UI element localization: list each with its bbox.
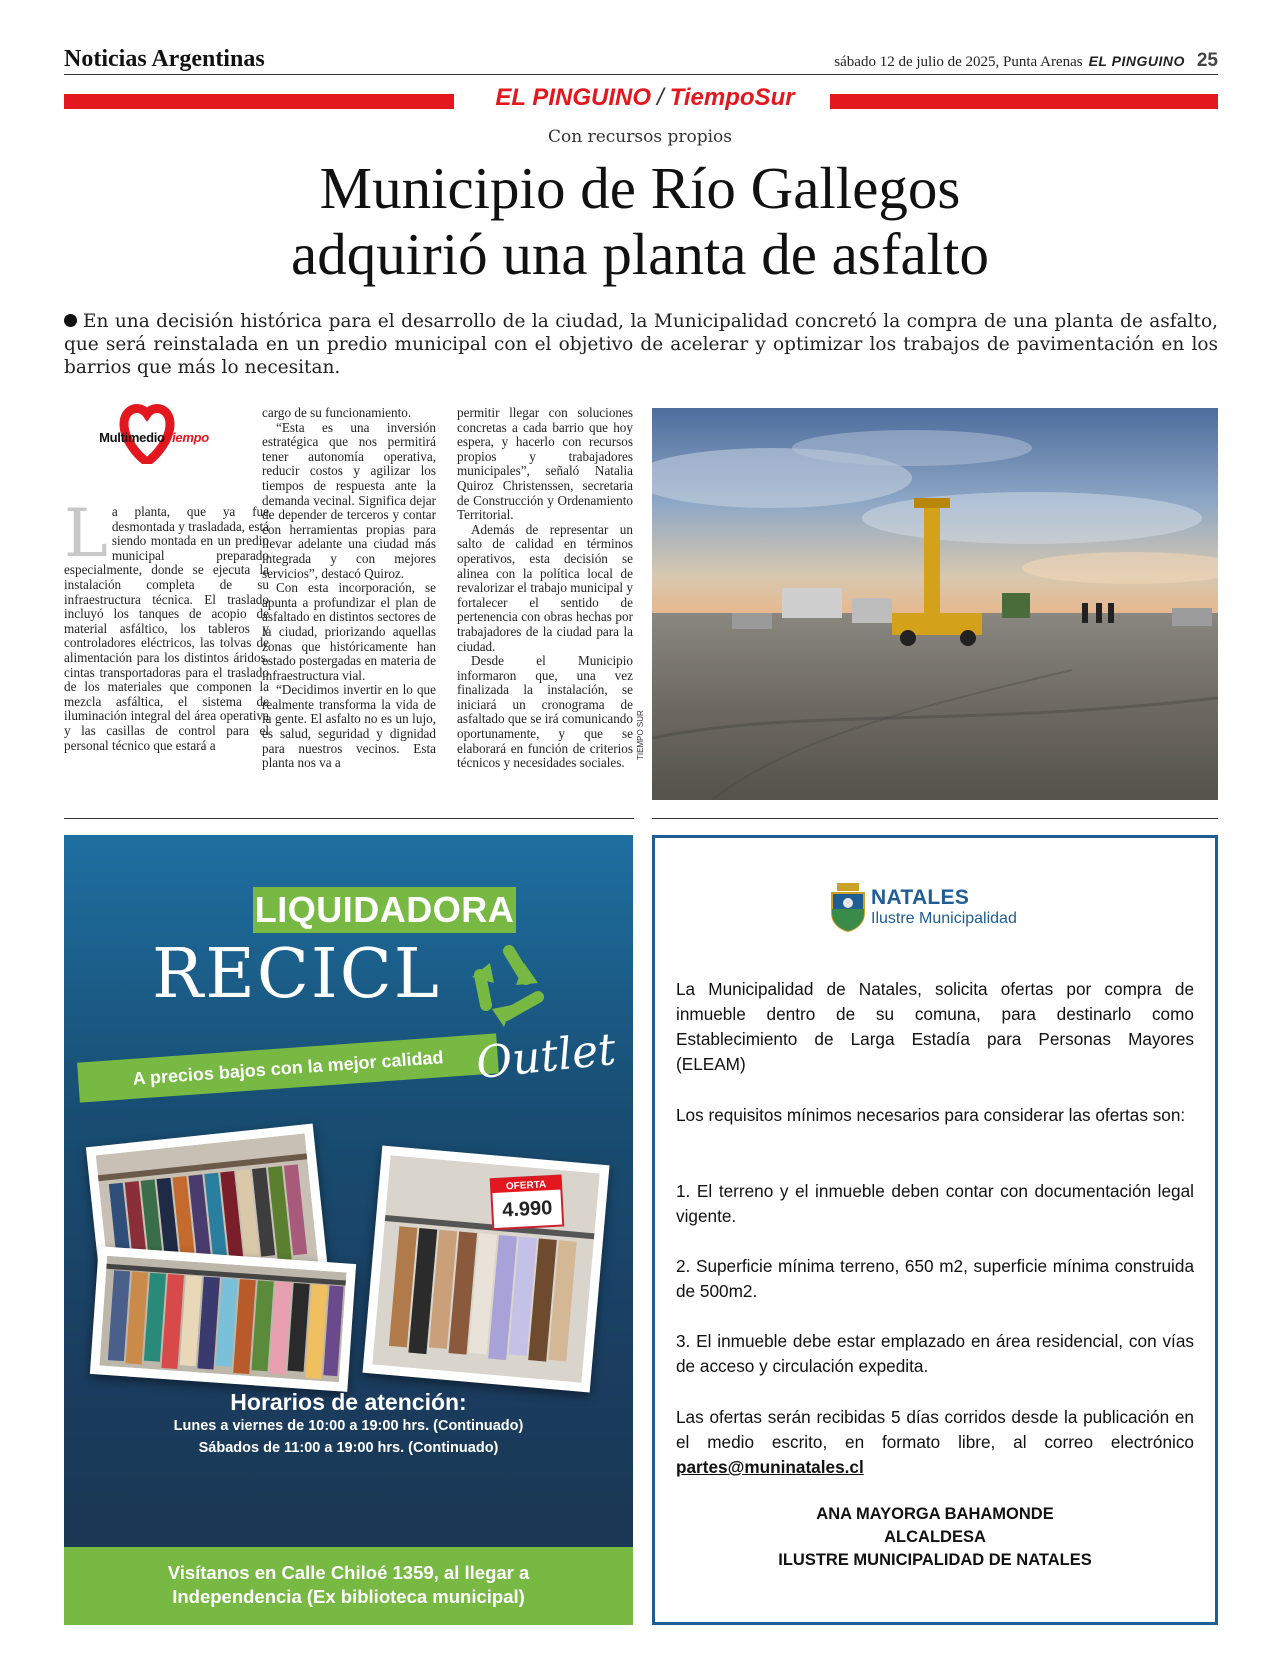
- ad-visit-address: [64, 1547, 633, 1625]
- ad-recicla-outlet: [64, 835, 633, 1625]
- signature-title: ALCALDESA: [884, 1528, 986, 1546]
- red-bar-left: [64, 94, 454, 109]
- notice-intro: La Municipalidad de Natales, solicita ofertas por compra de inmueble dentro de su comuna, para destinarlo como Establecimiento de Larga Estadía para Personas Mayores (ELEAM): [676, 979, 1194, 1074]
- logo-text-part1: Multimedio: [99, 430, 165, 445]
- bullet-icon: [64, 314, 77, 327]
- municipal-crest-icon: [829, 881, 867, 933]
- article-lead: [64, 310, 1218, 379]
- section-name: Noticias Argentinas: [64, 46, 265, 72]
- brand-line: [470, 84, 820, 112]
- paragraph-text: a planta, que ya fue desmontada y trasladada, está siendo montada en un predio municipal preparado especialmente, donde se ejecuta la instalación completa de su infraestructura técnica. El traslado incluyó los tanques de acopio de material asfáltico, los tableros y controladores eléctricos, las tolvas de alimentación para los distintos áridos, cintas transportadoras para el traslado de los materiales que componen la mezcla asfáltica, el sistema de iluminación integral del área operativa y las casillas de control para el personal técnico que estará a: [64, 504, 269, 753]
- signature-name: ANA MAYORGA BAHAMONDE: [816, 1505, 1054, 1523]
- ad-natales-notice: [652, 835, 1218, 1625]
- headline-line-2: adquirió una planta de asfalto: [291, 221, 989, 287]
- dateline: sábado 12 de julio de 2025, Punta Arenas: [834, 54, 1083, 70]
- paragraph: “Esta es una inversión estratégica que nos permitirá tener autonomía operativa, reducir costos y agilizar los tiempos de respuesta ante la demanda vecinal. Significa dejar de depender de terceros y contar con herramientas propias para llevar adelante una ciudad más integrada y con mejores servicios”, destacó Quiroz.: [262, 419, 436, 581]
- paragraph: permitir llegar con soluciones concretas a cada barrio que hoy espera, y hacerlo con recursos propios y trabajadores municipales”, señaló Natalia Quiroz Christenssen, secretaria de Construcción y Ordenamiento Territorial.: [457, 405, 633, 523]
- drop-cap: L: [64, 495, 108, 572]
- article-photo: [652, 408, 1218, 800]
- ad-visit-line-2: Independencia (Ex biblioteca municipal): [172, 1586, 525, 1607]
- multimedio-tiempo-logo: [92, 400, 216, 472]
- clothes-rack-sale-photo: [372, 1155, 600, 1383]
- natales-logo-name: NATALES: [871, 886, 970, 909]
- page-number: 25: [1196, 50, 1218, 71]
- ad-tagline: A precios bajos con la mejor calidad: [77, 1033, 499, 1102]
- notice-signature: [655, 1503, 1215, 1572]
- asphalt-plant-photo: [652, 408, 1218, 800]
- ad-outlet-script: Outlet: [473, 1023, 619, 1090]
- natales-logo-subtitle: Ilustre Municipalidad: [871, 910, 1017, 927]
- signature-institution: ILUSTRE MUNICIPALIDAD DE NATALES: [778, 1551, 1092, 1569]
- price-tag-value: 4.990: [501, 1197, 553, 1222]
- article-column-1: [64, 495, 269, 753]
- photo-credit: TIEMPO SUR: [636, 710, 645, 760]
- ad-hours-title: Horarios de atención:: [230, 1389, 467, 1415]
- notice-submission-text: Las ofertas serán recibidas 5 días corridos desde la publicación en el medio escrito, en formato libre, al correo electrónico: [676, 1407, 1194, 1452]
- ad-visit-line-1: Visítanos en Calle Chiloé 1359, al llegar a: [167, 1562, 530, 1583]
- logo-text-part2: Tiempo: [164, 430, 209, 445]
- page-header-info: [834, 50, 1218, 72]
- ad-photo-clothes-3: [90, 1246, 356, 1392]
- ad-hours-weekday: Lunes a viernes de 10:00 a 19:00 hrs. (Continuado): [173, 1418, 524, 1434]
- ad-hours-saturday: Sábados de 11:00 a 19:00 hrs. (Continuado): [198, 1440, 499, 1456]
- notice-submission: [676, 1405, 1194, 1480]
- price-tag-label: OFERTA: [505, 1179, 547, 1193]
- paragraph: Desde el Municipio informaron que, una vez finalizada la instalación, se iniciará un cronograma de asfaltado que se irá comunicando oportunamente, y que se elaborará en función de criterios técnicos y necesidades sociales.: [457, 653, 633, 771]
- paragraph: “Decidimos invertir en lo que realmente transforma la vida de la gente. El asfalto no es un lujo, es salud, seguridad y dignidad para nuestros vecinos. Esta planta nos va a: [262, 682, 436, 771]
- logo-text: [92, 430, 216, 445]
- brand-separator: /: [656, 84, 664, 111]
- notice-requirement-3: 3. El inmueble debe estar emplazado en área residencial, con vías de acceso y circulación expedita.: [676, 1331, 1194, 1376]
- ad-brand: RECICL: [152, 935, 441, 1014]
- brand-small: EL PINGUINO: [1088, 53, 1185, 69]
- divider-left: [64, 818, 634, 819]
- ad-photo-clothes-2: [362, 1145, 609, 1392]
- email-link[interactable]: partes@muninatales.cl: [676, 1457, 864, 1477]
- article-headline: [0, 155, 1280, 287]
- paragraph: cargo de su funcionamiento.: [262, 405, 412, 420]
- paragraph: Con esta incorporación, se apunta a profundizar el plan de asfaltado en distintos sectores de la ciudad, priorizando aquellas zonas que históricamente han estado postergadas en materia de infraestructura vial.: [262, 580, 436, 683]
- brand-tiemposur: TiempoSur: [669, 84, 795, 111]
- lead-text: En una decisión histórica para el desarrollo de la ciudad, la Municipalidad concretó la compra de una planta de asfalto, que será reinstalada en un predio municipal con el objetivo de acelerar y optimizar los trabajos de pavimentación en los barrios que más lo necesitan.: [64, 311, 1218, 378]
- brand-el-pinguino: EL PINGUINO: [495, 84, 651, 111]
- paragraph: [64, 495, 269, 753]
- shirts-rack-photo: [99, 1256, 346, 1382]
- recycle-icon: [464, 939, 554, 1029]
- divider-right: [652, 818, 1218, 819]
- notice-requirement-2: 2. Superficie mínima terreno, 650 m2, superficie mínima construida de 500m2.: [676, 1256, 1194, 1301]
- article-kicker: Con recursos propios: [548, 127, 732, 147]
- natales-logo: [829, 881, 1049, 939]
- ad-badge: LIQUIDADORA: [253, 887, 516, 933]
- notice-requirement-1: 1. El terreno y el inmueble deben contar con documentación legal vigente.: [676, 1181, 1194, 1226]
- article-column-3: [457, 406, 633, 771]
- header-rule: [64, 74, 1218, 75]
- notice-requirements-intro: Los requisitos mínimos necesarios para considerar las ofertas son:: [676, 1105, 1186, 1125]
- article-column-2: [262, 406, 436, 771]
- paragraph: Además de representar un salto de calidad en términos operativos, esta decisión se alinea con la política local de revalorizar el trabajo municipal y fortalecer el sentido de pertenencia con obras hechas por trabajadores de la ciudad para la ciudad.: [457, 521, 633, 654]
- headline-line-1: Municipio de Río Gallegos: [319, 155, 961, 221]
- red-bar-right: [830, 94, 1218, 109]
